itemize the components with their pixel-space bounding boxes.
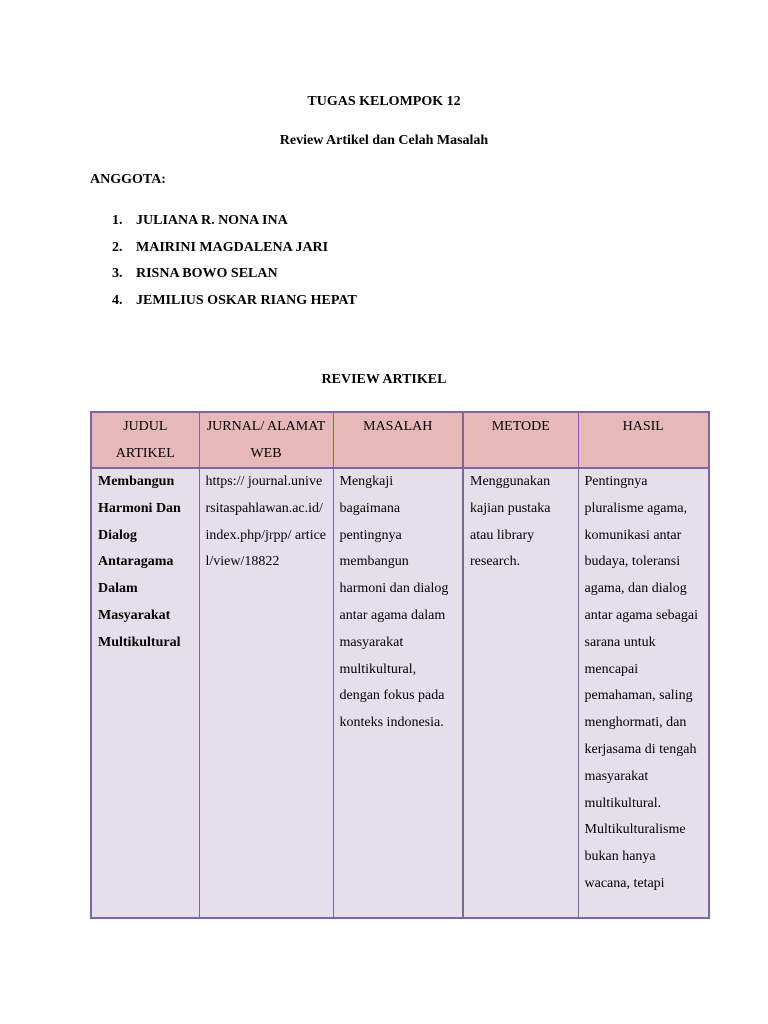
- cell-masalah: Mengkaji bagaimana pentingnya membangun harmoni dan dialog antar agama dalam masyarakat multikultural, dengan fokus pada konteks indonesia.: [333, 468, 463, 918]
- header-judul: JUDUL ARTIKEL: [91, 412, 199, 468]
- member-item: 4. JEMILIUS OSKAR RIANG HEPAT: [112, 292, 357, 319]
- member-item: 1. JULIANA R. NONA INA: [112, 212, 357, 239]
- cell-hasil: Pentingnya pluralisme agama, komunikasi antar budaya, toleransi agama, dan dialog antar agama sebagai sarana untuk mencapai pemahaman, saling menghormati, dan kerjasama di tengah masyarakat multikultural. Multikulturalisme bukan hanya wacana, tetapi: [578, 468, 709, 918]
- header-metode: METODE: [463, 412, 578, 468]
- members-label: ANGGOTA:: [90, 172, 166, 187]
- cell-jurnal: https:// journal.universitaspahlawan.ac.id/ index.php/jrpp/ articel/view/18822: [199, 468, 333, 918]
- member-name: MAIRINI MAGDALENA JARI: [136, 239, 329, 255]
- member-name: JEMILIUS OSKAR RIANG HEPAT: [136, 292, 357, 308]
- members-list: [112, 212, 357, 318]
- header-jurnal: JURNAL/ ALAMAT WEB: [199, 412, 333, 468]
- document-title: TUGAS KELOMPOK 12: [307, 94, 461, 109]
- cell-judul: Membangun Harmoni Dan Dialog Antaragama Dalam Masyarakat Multikultural: [91, 468, 199, 918]
- member-name: JULIANA R. NONA INA: [136, 213, 288, 228]
- member-name: RISNA BOWO SELAN: [136, 266, 278, 282]
- header-hasil: HASIL: [578, 412, 709, 468]
- review-table: [90, 411, 710, 919]
- cell-metode: Menggunakan kajian pustaka atau library research.: [463, 468, 578, 918]
- table-header-row: [91, 412, 709, 468]
- header-masalah: MASALAH: [333, 412, 463, 468]
- review-heading: REVIEW ARTIKEL: [321, 372, 447, 387]
- member-item: 2. MAIRINI MAGDALENA JARI: [112, 239, 357, 266]
- document-subtitle: Review Artikel dan Celah Masalah: [279, 133, 489, 148]
- member-item: 3. RISNA BOWO SELAN: [112, 265, 357, 292]
- table-row: [91, 468, 709, 918]
